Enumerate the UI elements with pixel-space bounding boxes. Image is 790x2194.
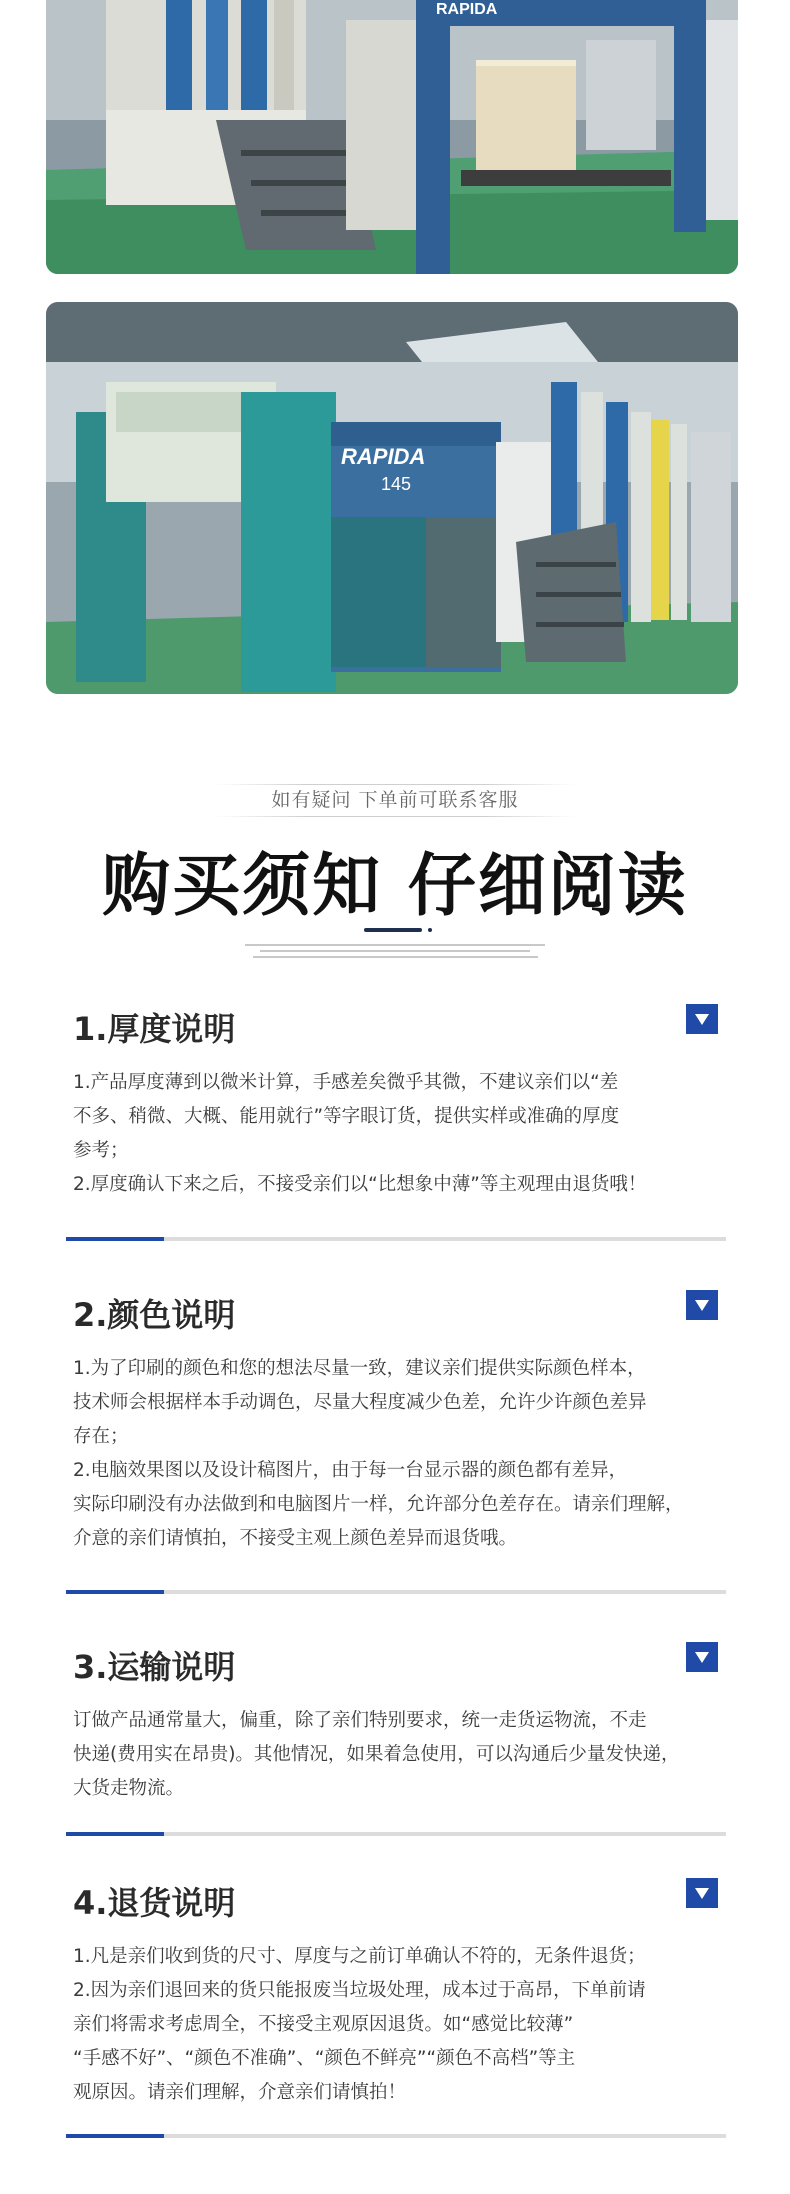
section-text-line: 1.凡是亲们收到货的尺寸、厚度与之前订单确认不符的，无条件退货； <box>73 1946 646 1967</box>
printing-press-photo-2 <box>46 302 738 694</box>
section-body <box>73 1066 763 1202</box>
section-text-line: 1.为了印刷的颜色和您的想法尽量一致，建议亲们提供实际颜色样本， <box>73 1358 646 1379</box>
section-text-line: 参考； <box>73 1140 129 1161</box>
title-underline-dot <box>428 928 432 932</box>
notice-title: 购买须知 仔细阅读 <box>102 847 688 926</box>
section-text-line: 亲们将需求考虑周全，不接受主观原因退货。如“感觉比较薄” <box>73 2014 574 2035</box>
printing-press-photo-1 <box>46 0 738 274</box>
title-underline <box>364 928 422 932</box>
section-divider <box>66 2134 726 2138</box>
section-text-line: 不多、稍微、大概、能用就行”等字眼订货，提供实样或准确的厚度 <box>73 1106 620 1127</box>
section-body <box>73 1940 763 2110</box>
svg-text:RAPIDA: RAPIDA <box>436 1 498 18</box>
section-text-line: 2.因为亲们退回来的货只能报废当垃圾处理，成本过于高昂，下单前请 <box>73 1980 646 2001</box>
section-text-line: 1.产品厚度薄到以微米计算，手感差矣微乎其微，不建议亲们以“差 <box>73 1072 619 1093</box>
section-text-line: 快递(费用实在昂贵)。其他情况，如果着急使用，可以沟通后少量发快递， <box>73 1744 680 1765</box>
chevron-down-icon[interactable] <box>686 1004 718 1034</box>
chevron-down-icon[interactable] <box>686 1290 718 1320</box>
section-title: 1.厚度说明 <box>73 1010 236 1048</box>
svg-text:RAPIDA: RAPIDA <box>341 444 426 469</box>
section-title: 4.退货说明 <box>73 1884 236 1922</box>
section-text-line: 介意的亲们请慎拍，不接受主观上颜色差异而退货哦。 <box>73 1528 518 1549</box>
section-divider <box>66 1590 726 1594</box>
section-text-line: 技术师会根据样本手动调色，尽量大程度减少色差，允许少许颜色差异 <box>73 1392 647 1413</box>
chevron-down-icon[interactable] <box>686 1878 718 1908</box>
section-text-line: “手感不好”、“颜色不准确”、“颜色不鲜亮”“颜色不高档”等主 <box>73 2048 576 2069</box>
section-text-line: 实际印刷没有办法做到和电脑图片一样，允许部分色差存在。请亲们理解， <box>73 1494 684 1515</box>
section-divider <box>66 1237 726 1241</box>
section-text-line: 2.电脑效果图以及设计稿图片，由于每一台显示器的颜色都有差异， <box>73 1460 628 1481</box>
section-text-line: 存在； <box>73 1426 129 1447</box>
chevron-down-icon[interactable] <box>686 1642 718 1672</box>
notice-subtitle: 如有疑问 下单前可联系客服 <box>271 789 519 811</box>
svg-text:145: 145 <box>381 474 412 494</box>
header-bottom-line <box>215 816 575 817</box>
notice-header <box>0 770 790 926</box>
section-text-line: 订做产品通常量大，偏重，除了亲们特别要求，统一走货运物流，不走 <box>73 1710 647 1731</box>
section-title: 2.颜色说明 <box>73 1296 236 1334</box>
section-text-line: 观原因。请亲们理解，介意亲们请慎拍！ <box>73 2082 407 2103</box>
section-divider <box>66 1832 726 1836</box>
section-body <box>73 1704 763 1806</box>
section-title: 3.运输说明 <box>73 1648 236 1686</box>
section-text-line: 2.厚度确认下来之后，不接受亲们以“比想象中薄”等主观理由退货哦！ <box>73 1174 647 1195</box>
section-body <box>73 1352 763 1556</box>
section-text-line: 大货走物流。 <box>73 1778 185 1799</box>
decorative-fine-text <box>240 940 550 962</box>
